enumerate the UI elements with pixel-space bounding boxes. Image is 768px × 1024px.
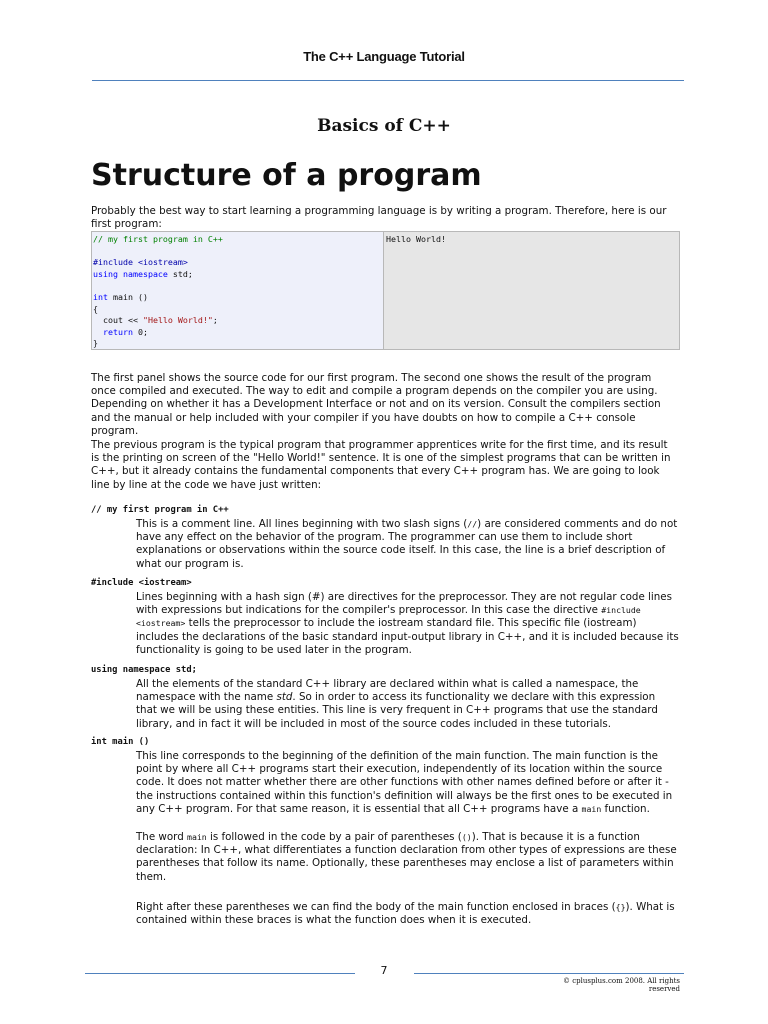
definition-text-using: All the elements of the standard C++ library are declared within what is called a namespace, the namespace with the name std. So in order to access its functionality we declare with this expression that we will be using these entities. This line is very frequent in C++ programs that use the standard library, and in fact it will be included in most of the source codes included in these tutorials. [136, 678, 658, 730]
code-example-panel [91, 231, 680, 350]
definition-term-main: int main () [91, 737, 150, 747]
definition-term-comment: // my first program in C++ [91, 505, 229, 515]
code-line-blank [93, 246, 383, 258]
definition-text-main: This line corresponds to the beginning of the definition of the main function. The main function is the point by where all C++ programs start their execution, independently of its location within the source code. It does not matter whether there are other functions with other names defined before or after it - the instructions contained within this function's definition will always be the first ones to be executed in any C++ program. For that same reason, it is essential that all C++ programs have a main function. [136, 750, 673, 815]
code-line: { [93, 303, 98, 314]
intro-paragraph: Probably the best way to start learning a programming language is by writing a program. Therefore, here is our first program: [91, 205, 667, 231]
code-line-blank [93, 280, 383, 292]
definition-text-include: Lines beginning with a hash sign (#) are directives for the preprocessor. They are not regular code lines with expressions but indications for the compiler's preprocessor. In this case the directive #include <iostream> tells the preprocessor to include the iostream standard file. This specific file (iostream) includes the declarations of the basic standard input-output library in C++, and it is included because its functionality is going to be used later in the program. [136, 591, 679, 656]
definition-term-include: #include <iostream> [91, 578, 192, 588]
paragraph-explanation: The first panel shows the source code for our first program. The second one shows the result of the program once compiled and executed. The way to edit and compile a program depends on the compiler you are using. Depending on whether it has a Development Interface or not and on its version. Consult the compilers section and the manual or help included with your compiler if you have doubts on how to compile a C++ console program. [91, 372, 661, 437]
page-number: 7 [380, 964, 388, 977]
code-line: #include <iostream> [93, 257, 188, 268]
definition-text-main-parentheses: The word main is followed in the code by a pair of parentheses (()). That is because it is a function declaration: In C++, what differentiates a function declaration from other types of expressions are these parentheses that follow its name. Optionally, these parentheses may enclose a list of parameters within them. [136, 831, 677, 883]
header-rule [92, 80, 684, 81]
output-line: Hello World! [386, 234, 446, 244]
code-line: // my first program in C++ [93, 234, 223, 244]
definition-text-main-braces: Right after these parentheses we can find the body of the main function enclosed in braces ({}). What is contained within these braces is what the function does when it is executed. [136, 901, 675, 927]
program-output-panel [384, 232, 679, 349]
code-line: int main () [93, 291, 148, 302]
copyright-notice: © cplusplus.com 2008. All rights reserved [562, 977, 680, 993]
footer-rule-left [85, 973, 355, 974]
paragraph-overview: The previous program is the typical program that programmer apprentices write for the first time, and its result is the printing on screen of the "Hello World!" sentence. It is one of the simplest programs that can be written in C++, but it already contains the fundamental components that every C++ program has. We are going to look line by line at the code we have just written: [91, 439, 671, 491]
source-code-panel [92, 232, 384, 349]
definition-text-comment: This is a comment line. All lines beginning with two slash signs (//) are considered comments and do not have any effect on the behavior of the program. The programmer can use them to include short explanations or observations within the source code itself. In this case, the line is a brief description of what our program is. [136, 518, 678, 570]
code-line: using namespace std; [93, 268, 193, 279]
footer-rule-right [414, 973, 684, 974]
definition-term-using: using namespace std; [91, 665, 197, 675]
document-header-title: The C++ Language Tutorial [303, 49, 465, 64]
code-line: return 0; [93, 326, 148, 337]
code-line: cout << "Hello World!"; [93, 315, 218, 326]
code-line: } [93, 338, 98, 349]
chapter-title: Basics of C++ [317, 116, 451, 136]
section-title: Structure of a program [91, 158, 482, 193]
